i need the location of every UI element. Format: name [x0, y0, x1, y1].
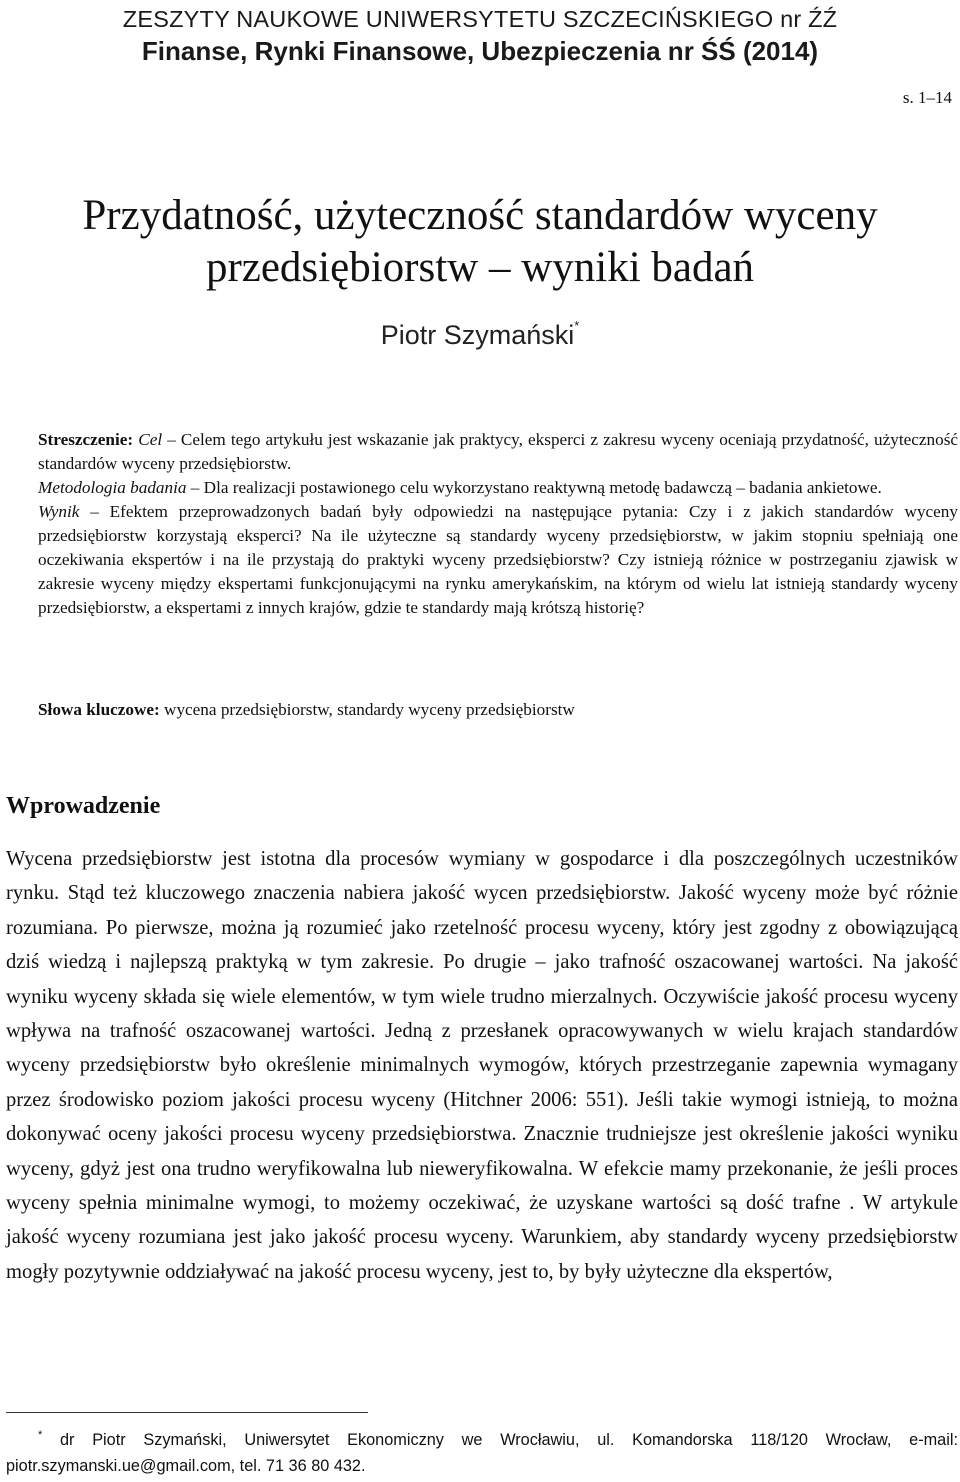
footnote-text: dr Piotr Szymański, Uniwersytet Ekonomiczny we Wrocławiu, ul. Komandorska 118/120 Wrocław, e-mail: piotr.szymanski.ue@gmail.com, tel. 71 36 80 432.: [6, 1431, 958, 1475]
abstract-method: [38, 476, 958, 500]
footnote-mark: *: [38, 1429, 43, 1441]
intro-paragraph: Wycena przedsiębiorstw jest istotna dla procesów wymiany w gospodarce i dla poszczególnych uczestników rynku. Stąd też kluczowego znaczenia nabiera jakość wycen przedsiębiorstw. Jakość wyceny może być różnie rozumiana. Po pierwsze, można ją rozumieć jako rzetelność procesu wyceny, który jest zgodny z obowiązującą dziś wiedzą i najlepszą praktyką w tym zakresie. Po drugie – jako trafność oszacowanej wartości. Na jakość wyniku wyceny składa się wiele elementów, w tym wiele trudno mierzalnych. Oczywiście jakość procesu wyceny wpływa na trafność oszacowanej wartości. Jedną z przesłanek opracowywanych w wielu krajach standardów wyceny przedsiębiorstw było określenie minimalnych wymogów, których przestrzeganie zapewnia wymagany przez środowisko poziom jakości procesu wyceny (Hitchner 2006: 551). Jeśli takie wymogi istnieją, to można dokonywać oceny jakości procesu wyceny przedsiębiorstwa. Znacznie trudniejsze jest określenie jakości wyniku wyceny, gdyż jest ona trudno weryfikowalna lub nieweryfikowalna. W efekcie mamy przekonanie, że jeśli proces wyceny spełnia minimalne wymogi, to możemy oczekiwać, że uzyskane wartości są dość trafne . W artykule jakość wyceny rozumiana jest jako jakość procesu wyceny. Warunkiem, aby standardy wyceny przedsiębiorstw mogły pozytywnie oddziaływać na jakość procesu wyceny, jest to, by były użyteczne dla ekspertów,: [6, 848, 958, 1283]
journal-series: Finanse, Rynki Finansowe, Ubezpieczenia nr ŚŚ (2014): [141, 36, 819, 66]
keywords-label: Słowa kluczowe:: [38, 700, 160, 719]
goal-label: Cel: [138, 430, 163, 449]
abstract-label: Streszczenie:: [38, 430, 134, 449]
page-range: s. 1–14: [902, 88, 952, 107]
section-heading: Wprowadzenie: [6, 793, 161, 819]
title-line-2: przedsiębiorstw – wyniki badań: [205, 244, 755, 291]
body-text: [6, 842, 958, 1289]
journal-title: ZESZYTY NAUKOWE UNIWERSYTETU SZCZECIŃSKIEGO nr ŹŹ: [122, 6, 838, 32]
abstract: [38, 428, 958, 620]
keywords-text: wycena przedsiębiorstw, standardy wyceny przedsiębiorstw: [159, 700, 575, 719]
abstract-result: [38, 500, 958, 620]
method-label: Metodologia badania: [38, 478, 187, 497]
abstract-goal: [38, 428, 958, 476]
article-title: [0, 190, 960, 294]
result-text: – Efektem przeprowadzonych badań były odpowiedzi na następujące pytania: Czy i z jakich standardów wyceny przedsiębiorstw korzystają eksperci? Na ile użyteczne są standardy wyceny przedsiębiorstw, w jakim stopniu spełniają one oczekiwania ekspertów i na ile przystają do praktyki wyceny przedsiębiorstw? Czy istnieją różnice w postrzeganiu zjawisk w zakresie wyceny między ekspertami funkcjonującymi na rynku amerykańskim, na którym od wielu lat istnieją standardy wyceny przedsiębiorstw, a ekspertami z innych krajów, gdzie te standardy mają krótszą historię?: [38, 502, 958, 617]
author-footnote-mark: *: [574, 318, 580, 333]
title-line-1: Przydatność, użyteczność standardów wyceny: [82, 192, 878, 239]
author-name: Piotr Szymański: [380, 320, 575, 350]
method-text: – Dla realizacji postawionego celu wykorzystano reaktywną metodę badawczą – badania ankietowe.: [186, 478, 882, 497]
author: [0, 318, 960, 351]
keywords: [38, 700, 575, 720]
footnote: [6, 1422, 958, 1479]
goal-text: – Celem tego artykułu jest wskazanie jak praktycy, eksperci z zakresu wyceny oceniają przydatność, użyteczność standardów wyceny przedsiębiorstw.: [38, 430, 959, 473]
footnote-divider: [6, 1412, 368, 1413]
result-label: Wynik: [38, 502, 80, 521]
